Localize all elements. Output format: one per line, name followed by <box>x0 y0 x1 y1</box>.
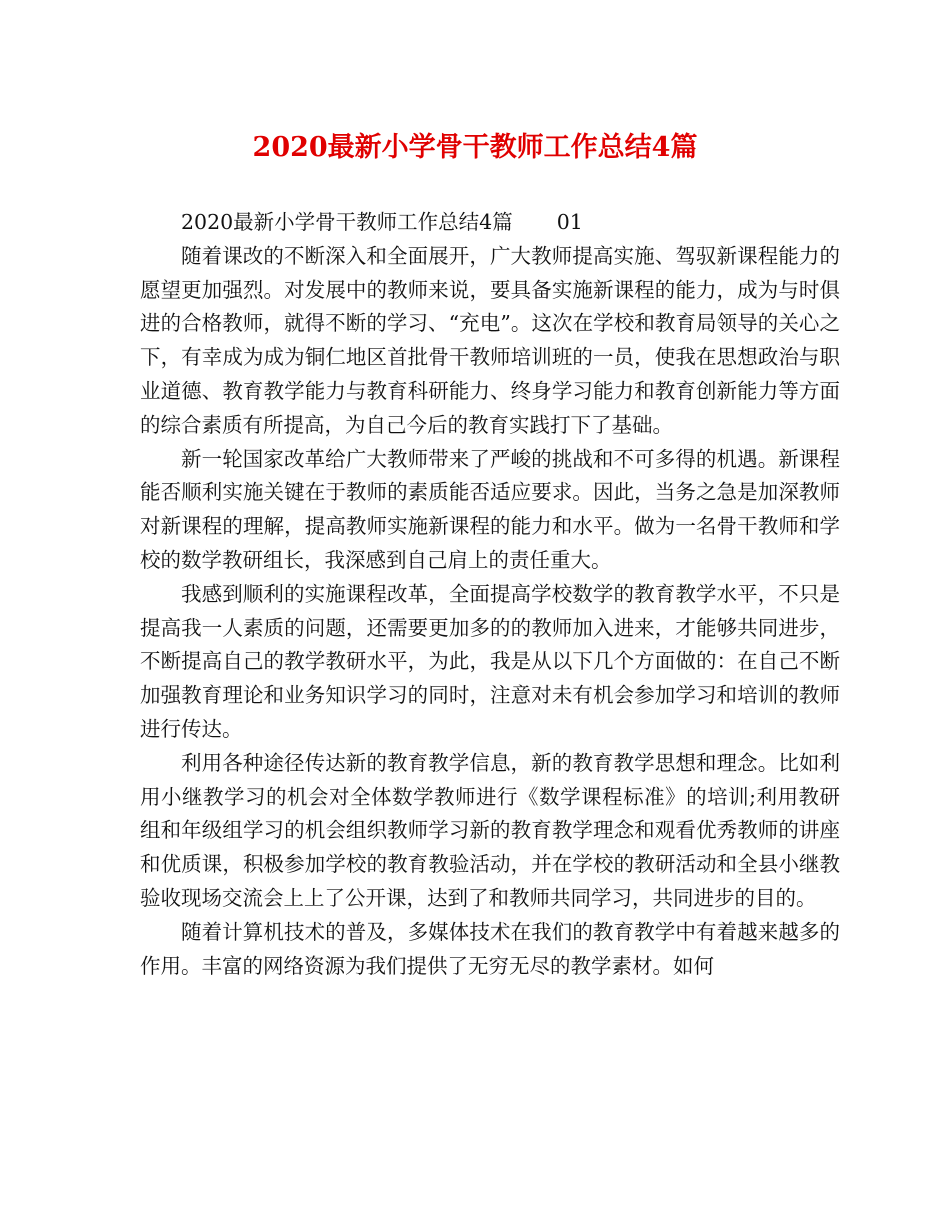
section-number: 01 <box>556 210 583 234</box>
paragraph-3: 我感到顺利的实施课程改革，全面提高学校数学的教育教学水平，不只是提高我一人素质的问题，还需要更加多的的教师加入进来，才能够共同进步，不断提高自己的教学教研水平，为此，我是从以下几个方面做的：在自己不断加强教育理论和业务知识学习的同时，注意对未有机会参加学习和培训的教师进行传达。 <box>140 581 840 741</box>
paragraph-2: 新一轮国家改革给广大教师带来了严峻的挑战和不可多得的机遇。新课程能否顺利实施关键在于教师的素质能否适应要求。因此，当务之急是加深教师对新课程的理解，提高教师实施新课程的能力和水平。做为一名骨干教师和学校的数学教研组长，我深感到自己肩上的责任重大。 <box>140 446 840 572</box>
paragraph-4: 利用各种途径传达新的教育教学信息，新的教育教学思想和理念。比如利用小继教学习的机会对全体数学教师进行《数学课程标准》的培训;利用教研组和年级组学习的机会组织教师学习新的教育教学理念和观看优秀教师的讲座和优质课，积极参加学校的教育教验活动，并在学校的教研活动和全县小继教验收现场交流会上上了公开课，达到了和教师共同学习，共同进步的目的。 <box>140 750 840 910</box>
document-subtitle: 2020最新小学骨干教师工作总结4篇 <box>181 210 513 234</box>
document-body <box>140 206 840 983</box>
paragraph-5: 随着计算机技术的普及，多媒体技术在我们的教育教学中有着越来越多的作用。丰富的网络资源为我们提供了无穷无尽的教学素材。如何 <box>140 919 840 978</box>
document-subtitle-line <box>140 206 840 240</box>
document-title: 2020最新小学骨干教师工作总结4篇 <box>252 132 698 163</box>
paragraph-1: 随着课改的不断深入和全面展开，广大教师提高实施、驾驭新课程能力的愿望更加强烈。对发展中的教师来说，要具备实施新课程的能力，成为与时俱进的合格教师，就得不断的学习、“充电”。这次在学校和教育局领导的关心之下，有幸成为成为铜仁地区首批骨干教师培训班的一员，使我在思想政治与职业道德、教育教学能力与教育科研能力、终身学习能力和教育创新能力等方面的综合素质有所提高，为自己今后的教育实践打下了基础。 <box>140 243 840 437</box>
